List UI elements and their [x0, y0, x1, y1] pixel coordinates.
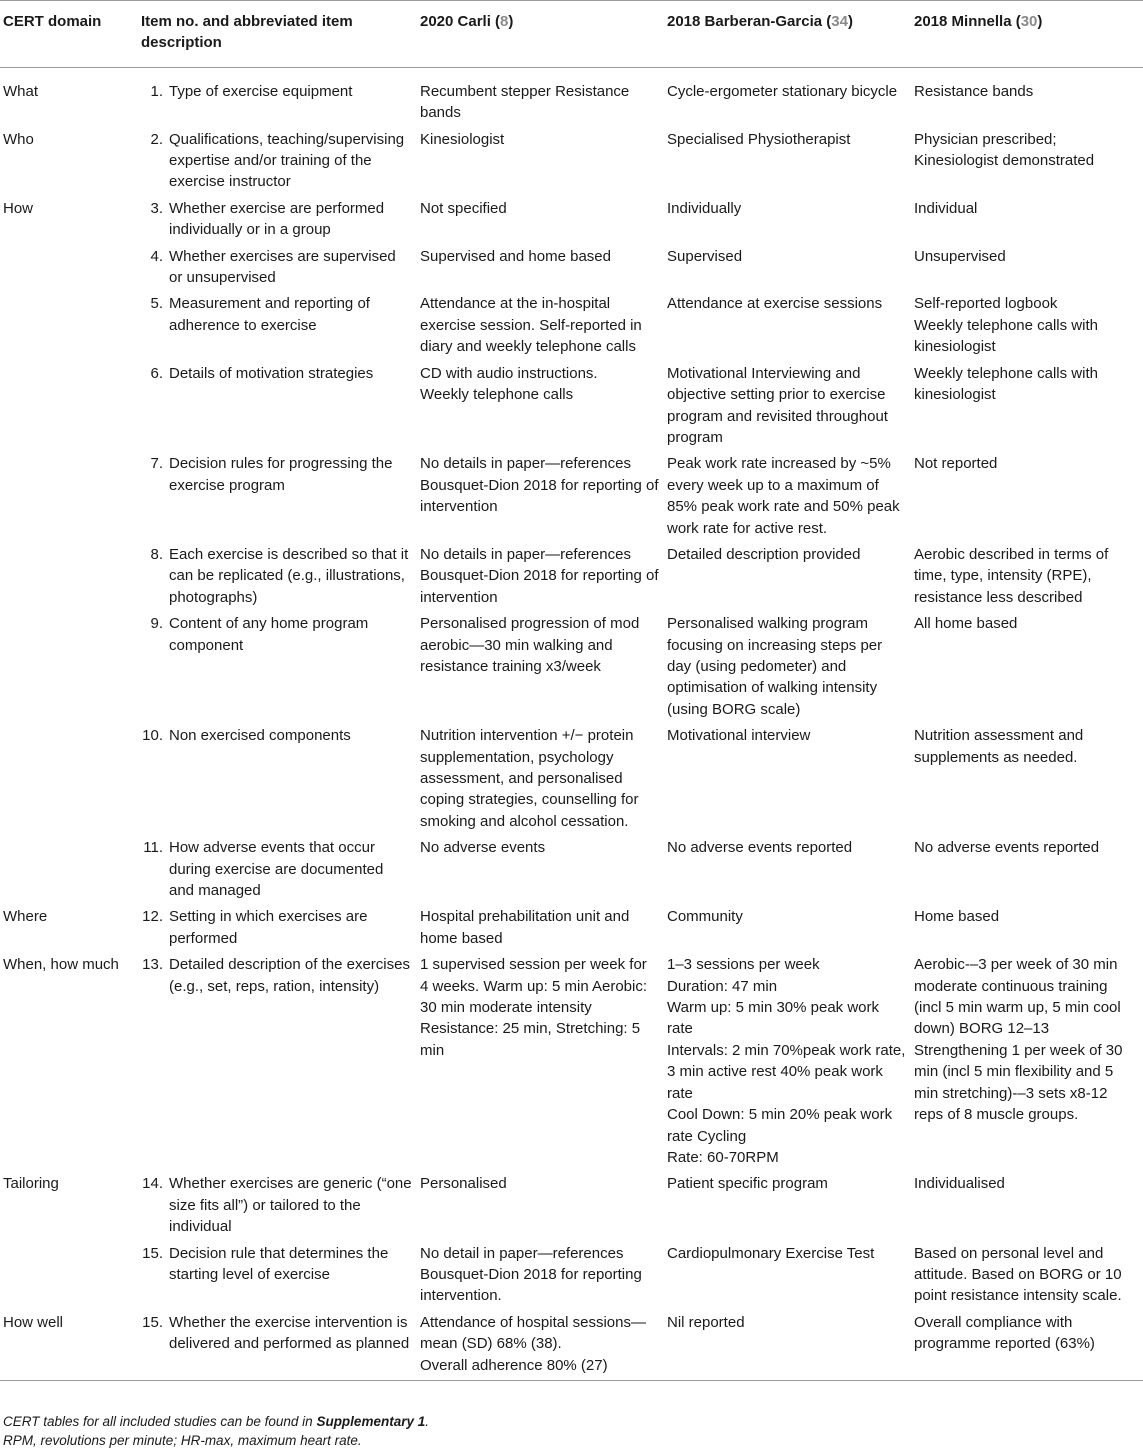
- table-row: [0, 244, 1143, 292]
- cell-carli: Nutrition intervention +/− protein supplementation, psychology assessment, and personalised coping strategies, counselling for smoking and alcohol cessation.: [420, 727, 639, 830]
- table-header: [0, 1, 1143, 68]
- table-row: [0, 611, 1143, 723]
- cell-carli: No detail in paper—references Bousquet-Dion 2018 for reporting intervention.: [420, 1244, 642, 1305]
- cell-item: [137, 952, 416, 1171]
- cell-cert-domain: [0, 451, 137, 542]
- item-number: 4.: [150, 247, 163, 265]
- cell-carli: 1 supervised session per week for 4 weeks. Warm up: 5 min Aerobic: 30 min moderate intensity Resistance: 25 min, Stretching: 5 min: [420, 956, 648, 1059]
- table-row: [0, 1241, 1143, 1310]
- table-row: [0, 451, 1143, 542]
- cell-item: [137, 361, 416, 452]
- cell-barberan-garcia: Individually: [667, 199, 742, 217]
- cell-minnella: Individualised: [914, 1175, 1005, 1193]
- item-number: 1.: [150, 82, 163, 100]
- cell-cert-domain: Tailoring: [3, 1175, 59, 1193]
- cell-minnella: No adverse events reported: [914, 839, 1100, 857]
- cell-item: [137, 127, 416, 196]
- item-description: Setting in which exercises are performed: [169, 908, 368, 947]
- cell-cert-domain: What: [3, 82, 39, 100]
- item-description: Decision rules for progressing the exercise program: [169, 455, 393, 494]
- cell-item: [137, 1241, 416, 1310]
- cell-item: [137, 451, 416, 542]
- item-number: 12.: [142, 908, 163, 926]
- table-row: [0, 196, 1143, 244]
- cell-barberan-garcia: 1–3 sessions per week Duration: 47 min Warm up: 5 min 30% peak work rate Intervals: 2 min 70%peak work rate, 3 min active rest 40% peak work rate Cool Down: 5 min 20% peak work rate Cycling Rate: 60-70RPM: [667, 956, 906, 1166]
- table-row: [0, 542, 1143, 611]
- item-description: Decision rule that determines the starting level of exercise: [169, 1244, 389, 1283]
- cell-cert-domain: [0, 244, 137, 292]
- table-row: [0, 952, 1143, 1171]
- cell-item: [137, 1171, 416, 1240]
- cell-minnella: Resistance bands: [914, 82, 1034, 100]
- cell-item: [137, 542, 416, 611]
- cell-item: [137, 1310, 416, 1381]
- cell-barberan-garcia: No adverse events reported: [667, 839, 853, 857]
- cell-minnella: All home based: [914, 615, 1018, 633]
- cell-minnella: Self-reported logbook Weekly telephone calls with kinesiologist: [914, 295, 1098, 356]
- item-description: Content of any home program component: [169, 615, 369, 654]
- cell-barberan-garcia: Patient specific program: [667, 1175, 828, 1193]
- cell-barberan-garcia: Community: [667, 908, 743, 926]
- item-number: 15.: [142, 1313, 163, 1331]
- cell-item: [137, 723, 416, 835]
- item-number: 5.: [150, 295, 163, 313]
- cell-carli: Personalised progression of mod aerobic—30 min walking and resistance training x3/week: [420, 615, 640, 675]
- item-number: 6.: [150, 364, 163, 382]
- cell-minnella: Home based: [914, 908, 1000, 926]
- cell-item: [137, 835, 416, 904]
- cell-barberan-garcia: Specialised Physiotherapist: [667, 130, 851, 148]
- cell-carli: Kinesiologist: [420, 130, 505, 148]
- cell-carli: Personalised: [420, 1175, 507, 1193]
- item-number: 15.: [142, 1244, 163, 1262]
- cell-carli: Not specified: [420, 199, 507, 217]
- cell-barberan-garcia: Motivational Interviewing and objective setting prior to exercise program and revisited throughout program: [667, 364, 888, 446]
- cell-barberan-garcia: Cardiopulmonary Exercise Test: [667, 1244, 875, 1262]
- table-row: [0, 723, 1143, 835]
- item-description: Each exercise is described so that it can be replicated (e.g., illustrations, photographs): [169, 545, 409, 606]
- cell-cert-domain: How well: [0, 1310, 137, 1381]
- cell-carli: CD with audio instructions. Weekly telephone calls: [420, 364, 598, 404]
- item-description: Details of motivation strategies: [169, 364, 374, 382]
- cell-carli: Attendance of hospital sessions—mean (SD) 68% (38). Overall adherence 80% (27): [416, 1310, 663, 1381]
- cell-cert-domain: [0, 542, 137, 611]
- item-number: 9.: [150, 615, 163, 633]
- table-row: [0, 1310, 1143, 1381]
- item-description: Whether exercises are generic (“one size fits all”) or tailored to the individual: [169, 1175, 412, 1236]
- ref-link-minnella[interactable]: 30: [1020, 13, 1038, 30]
- cell-barberan-garcia: Detailed description provided: [667, 545, 861, 563]
- cell-minnella: Physician prescribed; Kinesiologist demonstrated: [914, 130, 1095, 170]
- cell-minnella: Unsupervised: [914, 247, 1006, 265]
- cell-minnella: Weekly telephone calls with kinesiologist: [914, 364, 1098, 404]
- cell-carli: Recumbent stepper Resistance bands: [420, 82, 630, 122]
- item-number: 2.: [150, 130, 163, 148]
- cell-item: [137, 67, 416, 126]
- cell-item: [137, 611, 416, 723]
- item-number: 13.: [142, 956, 163, 974]
- cell-barberan-garcia: Supervised: [667, 247, 743, 265]
- item-number: 14.: [142, 1175, 163, 1193]
- header-item: Item no. and abbreviated item description: [137, 1, 416, 68]
- item-description: Whether exercises are supervised or unsupervised: [169, 247, 396, 287]
- cell-carli: Hospital prehabilitation unit and home based: [420, 908, 630, 947]
- cell-barberan-garcia: Attendance at exercise sessions: [667, 295, 883, 313]
- header-cert-domain: CERT domain: [0, 1, 137, 68]
- cell-cert-domain: [0, 1241, 137, 1310]
- table-row: [0, 291, 1143, 360]
- cell-cert-domain: [0, 361, 137, 452]
- item-description: Measurement and reporting of adherence to exercise: [169, 295, 370, 334]
- table-footnotes: [3, 1412, 429, 1450]
- table-row: [0, 904, 1143, 952]
- cell-item: [137, 904, 416, 952]
- cell-carli: No details in paper—references Bousquet-Dion 2018 for reporting of intervention: [420, 545, 659, 606]
- cell-carli: No details in paper—references Bousquet-Dion 2018 for reporting of intervention: [420, 455, 659, 516]
- cell-cert-domain: How: [3, 199, 34, 217]
- item-number: 3.: [150, 199, 163, 217]
- footnote-abbreviations: RPM, revolutions per minute; HR-max, maximum heart rate.: [3, 1433, 362, 1448]
- cell-barberan-garcia: Cycle-ergometer stationary bicycle: [667, 82, 898, 100]
- header-barberan-garcia: 2018 Barberan-Garcia (34): [663, 1, 910, 68]
- cell-barberan-garcia: Personalised walking program focusing on increasing steps per day (using pedometer) and optimisation of walking intensity (using BORG scale): [667, 615, 883, 718]
- cell-minnella: Based on personal level and attitude. Based on BORG or 10 point resistance intensity scale.: [914, 1244, 1122, 1305]
- item-description: Non exercised components: [169, 727, 351, 745]
- cell-carli: No adverse events: [420, 839, 546, 857]
- cell-item: [137, 196, 416, 244]
- table-row: [0, 361, 1143, 452]
- cell-cert-domain: [0, 611, 137, 723]
- cell-minnella: Nutrition assessment and supplements as needed.: [914, 727, 1084, 766]
- item-description: Whether exercise are performed individually or in a group: [169, 199, 385, 239]
- cell-carli: Attendance at the in-hospital exercise session. Self-reported in diary and weekly telephone calls: [420, 295, 642, 356]
- ref-link-barberan-garcia[interactable]: 34: [831, 13, 848, 30]
- cell-cert-domain: [0, 291, 137, 360]
- item-description: How adverse events that occur during exercise are documented and managed: [169, 839, 384, 900]
- cell-cert-domain: Where: [3, 908, 48, 926]
- cell-cert-domain: Who: [3, 130, 34, 148]
- cell-barberan-garcia: Nil reported: [663, 1310, 910, 1381]
- cell-cert-domain: When, how much: [3, 956, 119, 974]
- table-body: [0, 67, 1143, 1380]
- cell-cert-domain: [0, 723, 137, 835]
- cell-item: [137, 244, 416, 292]
- cell-cert-domain: [0, 835, 137, 904]
- item-number: 7.: [150, 455, 163, 473]
- item-number: 11.: [143, 839, 163, 857]
- cell-barberan-garcia: Motivational interview: [667, 727, 811, 745]
- table-row: [0, 127, 1143, 196]
- table-row: [0, 1171, 1143, 1240]
- item-number: 8.: [150, 545, 163, 563]
- item-description: Qualifications, teaching/supervising expertise and/or training of the exercise instructor: [169, 130, 405, 191]
- item-number: 10.: [142, 727, 163, 745]
- cell-barberan-garcia: Peak work rate increased by ~5% every week up to a maximum of 85% peak work rate and 50% peak work rate for active rest.: [667, 455, 900, 537]
- footnote-supplementary: CERT tables for all included studies can be found in Supplementary 1.: [3, 1414, 429, 1429]
- header-minnella: 2018 Minnella (30): [910, 1, 1143, 68]
- cell-minnella: Aerobic described in terms of time, type, intensity (RPE), resistance less described: [914, 545, 1109, 606]
- cell-minnella: Aerobic-–3 per week of 30 min moderate continuous training (incl 5 min warm up, 5 min cool down) BORG 12–13 Strengthening 1 per week of 30 min (incl 5 min flexibility and 5 min stretching)-–3 sets x8-12 reps of 8 muscle groups.: [914, 956, 1123, 1124]
- table-row: [0, 67, 1143, 126]
- cell-minnella: Not reported: [914, 455, 998, 473]
- item-description: Type of exercise equipment: [169, 82, 353, 100]
- cell-minnella: Individual: [914, 199, 978, 217]
- cell-carli: Supervised and home based: [420, 247, 611, 265]
- item-description: Whether the exercise intervention is delivered and performed as planned: [169, 1313, 410, 1353]
- cell-item: [137, 291, 416, 360]
- table-row: [0, 835, 1143, 904]
- ref-link-carli[interactable]: 8: [500, 13, 509, 30]
- cell-minnella: Overall compliance with programme reported (63%): [910, 1310, 1143, 1381]
- item-description: Detailed description of the exercises (e.g., set, reps, ration, intensity): [169, 956, 410, 995]
- header-carli: 2020 Carli (8): [416, 1, 663, 68]
